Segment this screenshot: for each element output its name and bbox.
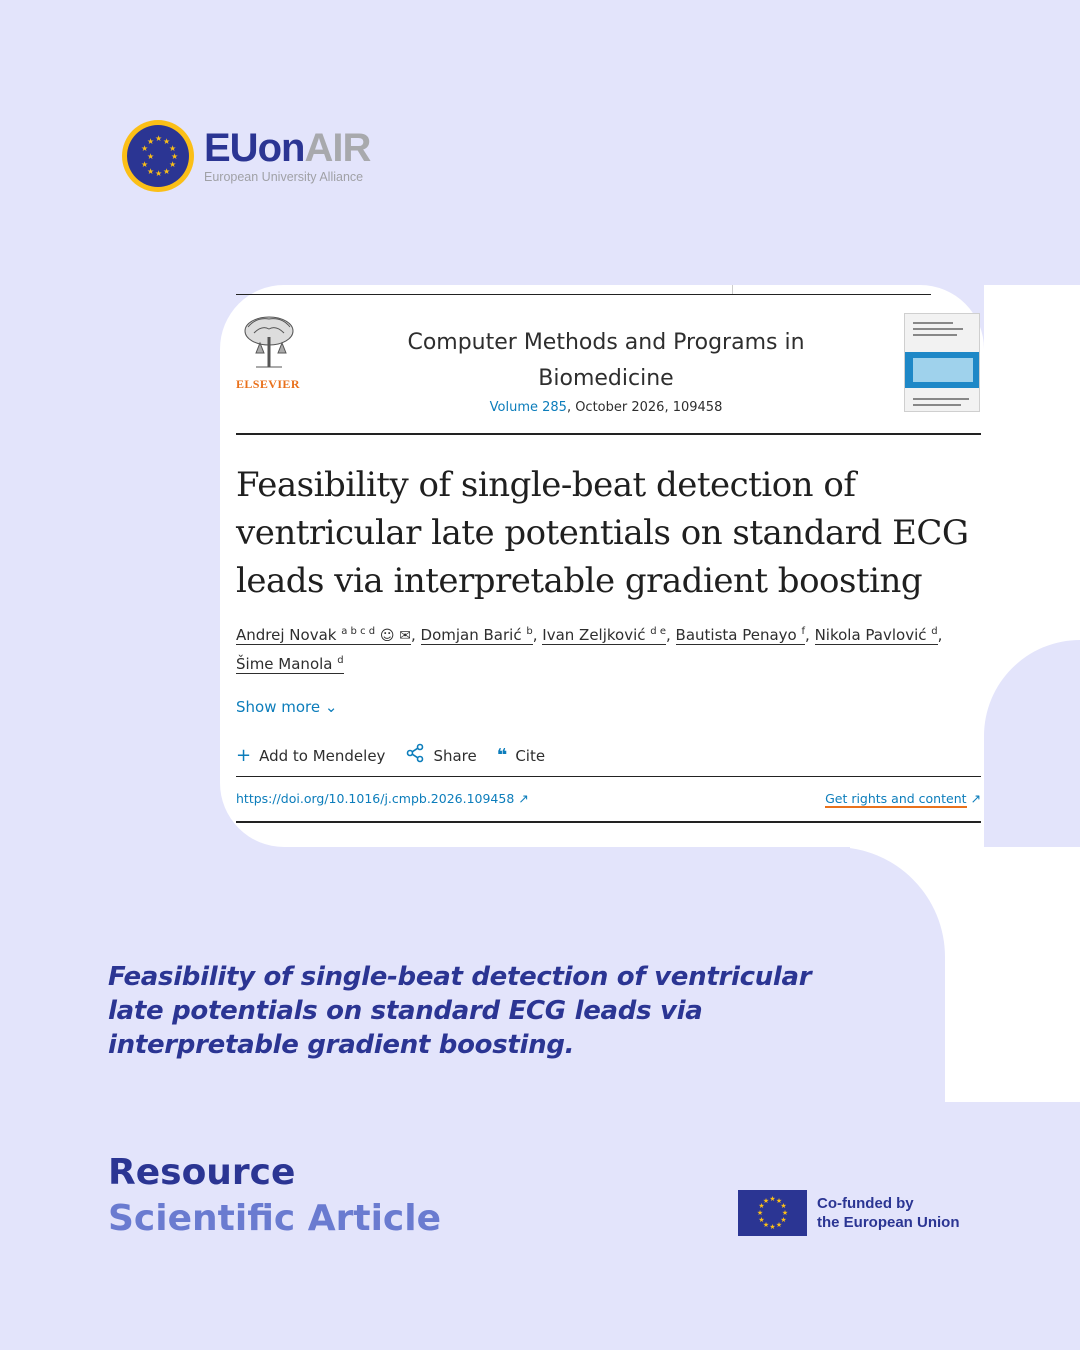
svg-text:★: ★	[758, 1216, 765, 1224]
svg-text:★: ★	[169, 160, 177, 169]
svg-text:★: ★	[769, 1195, 776, 1203]
author-link[interactable]: Šime Manola $^d$	[236, 655, 344, 673]
divider	[236, 433, 981, 435]
plus-icon: +	[236, 745, 252, 766]
svg-text:★: ★	[171, 152, 179, 161]
svg-text:★: ★	[147, 167, 155, 176]
chevron-down-icon: ⌄	[324, 698, 338, 716]
logo-badge	[122, 120, 194, 192]
rights-link[interactable]: Get rights and content ↗	[825, 791, 981, 806]
share-icon	[405, 743, 425, 768]
bg-shape-lower-grey	[945, 852, 1080, 1102]
eu-funding-badge	[738, 1190, 960, 1236]
author-link[interactable]: Nikola Pavlović $^d$	[814, 626, 938, 644]
euonair-logo	[122, 120, 370, 192]
svg-text:★: ★	[147, 137, 155, 146]
divider	[236, 776, 981, 777]
author-link[interactable]: Bautista Penayo $^f$	[675, 626, 806, 644]
quote-icon: ❝	[496, 745, 508, 766]
doi-link[interactable]: https://doi.org/10.1016/j.cmpb.2026.109458 ↗	[236, 791, 529, 806]
journal-cover[interactable]	[904, 313, 980, 412]
svg-text:★: ★	[781, 1209, 789, 1217]
external-link-icon: ↗	[970, 791, 981, 806]
volume-link[interactable]: Volume 285	[489, 400, 567, 415]
add-to-mendeley-button[interactable]: + Add to Mendeley	[236, 745, 386, 766]
svg-text:★: ★	[163, 167, 171, 176]
svg-text:★: ★	[780, 1216, 787, 1224]
svg-text:★: ★	[775, 1221, 783, 1229]
divider	[732, 285, 733, 294]
divider	[236, 294, 931, 295]
resource-label: Resource	[108, 1152, 296, 1193]
logo-stars-icon	[127, 125, 189, 187]
divider	[236, 821, 981, 823]
svg-text:★: ★	[762, 1197, 770, 1205]
svg-text:★: ★	[762, 1221, 770, 1229]
resource-type: Scientific Article	[108, 1198, 442, 1239]
svg-text:★: ★	[147, 152, 155, 161]
share-button[interactable]: Share	[405, 743, 476, 768]
svg-text:★: ★	[769, 1223, 776, 1231]
svg-text:★: ★	[775, 1197, 783, 1205]
svg-text:★: ★	[141, 144, 149, 153]
tree-icon	[236, 313, 302, 371]
show-more-button[interactable]: Show more ⌄	[236, 698, 338, 716]
cite-button[interactable]: ❝ Cite	[496, 745, 546, 766]
person-icon[interactable]: ☺	[379, 628, 395, 644]
eu-flag-icon	[738, 1190, 807, 1236]
author-link[interactable]: Andrej Novak $^{a b c d}$ ☺ ✉	[236, 626, 411, 644]
author-link[interactable]: Ivan Zeljković $^{d e}$	[542, 626, 666, 644]
eu-funding-text: Co-funded by the European Union	[817, 1195, 960, 1231]
svg-text:★: ★	[163, 137, 171, 146]
svg-text:★: ★	[780, 1202, 787, 1210]
journal-meta: Volume 285, October 2026, 109458	[489, 400, 723, 415]
external-link-icon: ↗	[518, 791, 529, 806]
article-caption: Feasibility of single-beat detection of ventricular late potentials on standard ECG leads via interpretable gradient boosting.	[108, 962, 812, 1060]
article-actions	[236, 743, 565, 768]
logo-subtitle: European University Alliance	[204, 170, 364, 184]
svg-text:★: ★	[155, 134, 163, 143]
svg-text:★: ★	[756, 1209, 764, 1217]
svg-text:★: ★	[758, 1202, 765, 1210]
author-list: Andrej Novak $^{a b c d}$ ☺ ✉, Domjan Barić $^b$, Ivan Zeljković $^{d e}$, Bautista Penayo $^f$, Nikola Pavlović $^d$, Šime Manola $^d$	[236, 626, 943, 673]
author-link[interactable]: Domjan Barić $^b$	[420, 626, 533, 644]
svg-text:★: ★	[141, 160, 149, 169]
svg-text:★: ★	[155, 169, 163, 178]
article-card	[236, 285, 981, 845]
email-icon[interactable]: ✉	[399, 628, 411, 644]
logo-wordmark: EUonAIR	[204, 126, 371, 170]
elsevier-logo: ELSEVIER	[236, 313, 304, 392]
svg-text:★: ★	[169, 144, 177, 153]
article-title: Feasibility of single-beat detection of ventricular late potentials on standard ECG leads via interpretable gradient boosting	[236, 465, 969, 601]
journal-title[interactable]: Computer Methods and Programs in Biomedicine	[407, 330, 805, 391]
